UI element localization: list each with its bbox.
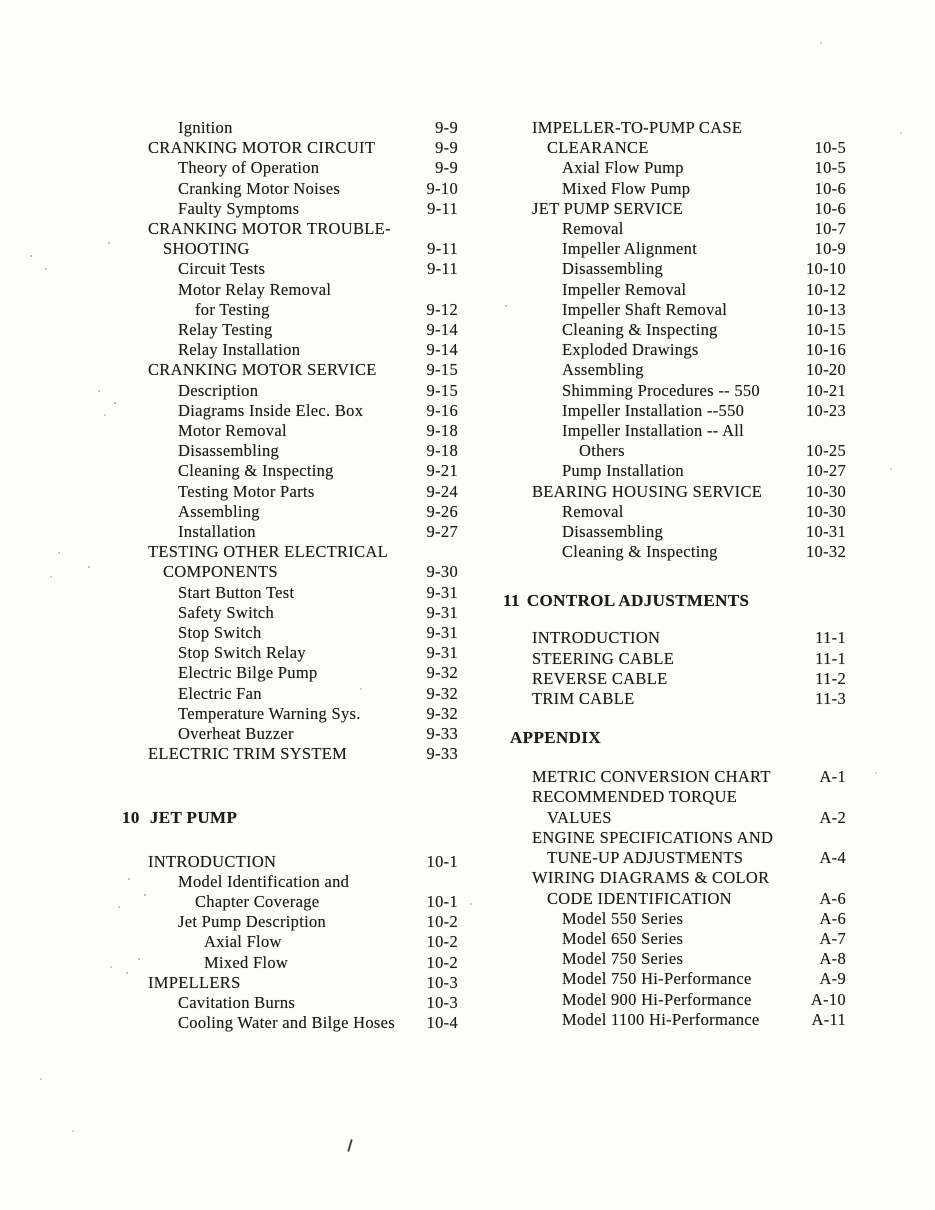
toc-entry — [532, 461, 846, 481]
toc-entry-label: CODE IDENTIFICATION — [547, 888, 732, 908]
toc-entry — [532, 868, 846, 888]
chapter-number: 10 — [122, 807, 140, 827]
toc-entry — [148, 482, 458, 502]
toc-entry — [532, 689, 846, 709]
toc-page-number: 9-26 — [426, 501, 458, 521]
toc-entry-label: Temperature Warning Sys. — [178, 703, 361, 723]
toc-page-number: 9-31 — [426, 623, 458, 643]
toc-entry — [148, 300, 458, 320]
toc-right-column — [503, 118, 846, 1030]
toc-page-number: 10-5 — [814, 138, 846, 158]
toc-page-number: 10-32 — [806, 542, 846, 562]
toc-entry-label: Impeller Installation -- All — [562, 421, 745, 441]
toc-entry-label: INTRODUCTION — [148, 851, 277, 871]
toc-entry-label: Chapter Coverage — [195, 891, 320, 911]
toc-entry — [532, 401, 846, 421]
toc-entry — [148, 603, 458, 623]
toc-page-number: 9-11 — [427, 198, 458, 218]
toc-entry-label: Assembling — [178, 501, 260, 521]
toc-page-number: 9-31 — [426, 602, 458, 622]
toc-entry-label: TUNE-UP ADJUSTMENTS — [547, 848, 744, 868]
toc-page-number: 9-15 — [426, 360, 458, 380]
toc-entry — [148, 360, 458, 380]
toc-entry — [148, 259, 458, 279]
chapter-title: JET PUMP — [149, 807, 238, 827]
toc-entry — [148, 239, 458, 259]
toc-entry-label: Disassembling — [562, 522, 664, 542]
toc-page-number: 9-16 — [426, 400, 458, 420]
toc-page-number: A-2 — [819, 807, 846, 827]
toc-page-number: 9-24 — [426, 481, 458, 501]
toc-entry — [532, 340, 846, 360]
toc-entry-label: Safety Switch — [178, 602, 275, 622]
toc-page-number: 9-14 — [426, 340, 458, 360]
toc-entry-label: Impeller Shaft Removal — [562, 299, 728, 319]
toc-page-number: 9-30 — [426, 562, 458, 582]
toc-page-number: 10-21 — [806, 380, 846, 400]
toc-entry-label: Model Identification and — [178, 871, 350, 891]
toc-entry — [148, 583, 458, 603]
toc-page-number: A-8 — [819, 949, 846, 969]
toc-entry — [532, 199, 846, 219]
toc-page-number: 10-6 — [814, 178, 846, 198]
toc-page-number: 10-15 — [806, 320, 846, 340]
toc-entry-label: Motor Relay Removal — [178, 279, 332, 299]
scan-noise-speckles — [0, 0, 2, 2]
toc-left-column — [122, 118, 458, 1033]
toc-entry-label: CRANKING MOTOR TROUBLE- — [148, 219, 391, 239]
toc-entry-label: Cleaning & Inspecting — [562, 320, 718, 340]
toc-entry-label: Impeller Alignment — [562, 239, 698, 259]
toc-entry — [532, 787, 846, 807]
toc-entry — [148, 912, 458, 932]
toc-page-number: 10-13 — [806, 299, 846, 319]
toc-entry — [532, 300, 846, 320]
toc-page-number: 10-2 — [426, 912, 458, 932]
toc-entry — [148, 219, 458, 239]
toc-page-number: 10-2 — [426, 952, 458, 972]
toc-entry-label: Jet Pump Description — [178, 912, 327, 932]
toc-page-number: 10-3 — [426, 992, 458, 1012]
toc-page-number: 10-16 — [806, 340, 846, 360]
toc-entry-label: Cavitation Burns — [178, 992, 296, 1012]
toc-page-number: 11-1 — [815, 648, 846, 668]
toc-page-number: 10-30 — [806, 501, 846, 521]
toc-entry-label: SHOOTING — [163, 239, 250, 259]
toc-entry-label: ENGINE SPECIFICATIONS AND — [532, 827, 774, 847]
toc-entry-label: Mixed Flow — [204, 952, 289, 972]
toc-page-number: 11-1 — [815, 628, 846, 648]
toc-page-number: A-1 — [819, 767, 846, 787]
toc-entry — [532, 360, 846, 380]
chapter-number: 11 — [503, 591, 520, 611]
toc-entry-label: Faulty Symptoms — [178, 198, 300, 218]
toc-entry-label: BEARING HOUSING SERVICE — [532, 481, 763, 501]
scan-artifact-slash — [347, 1139, 353, 1152]
toc-entry — [532, 522, 846, 542]
toc-entry — [148, 852, 458, 872]
toc-entry-label: Circuit Tests — [178, 259, 266, 279]
toc-entry-label: Stop Switch — [178, 623, 262, 643]
toc-entry — [148, 932, 458, 952]
toc-entry — [148, 461, 458, 481]
toc-entry-label: RECOMMENDED TORQUE — [532, 787, 738, 807]
toc-entry-label: Start Button Test — [178, 582, 295, 602]
toc-page-number: 11-2 — [815, 668, 846, 688]
toc-page-number: 10-1 — [426, 891, 458, 911]
toc-entry-label: Electric Fan — [178, 683, 262, 703]
toc-entry — [148, 663, 458, 683]
toc-entry — [148, 744, 458, 764]
toc-entry-label: Cleaning & Inspecting — [562, 542, 718, 562]
toc-entry — [148, 562, 458, 582]
toc-entry — [148, 158, 458, 178]
toc-page-number: A-6 — [819, 888, 846, 908]
toc-entry-label: Theory of Operation — [178, 158, 320, 178]
toc-entry-label: ELECTRIC TRIM SYSTEM — [148, 744, 348, 764]
toc-entry-label: COMPONENTS — [163, 562, 278, 582]
toc-entry — [532, 949, 846, 969]
toc-entry — [532, 219, 846, 239]
toc-entry — [148, 320, 458, 340]
toc-entry — [532, 280, 846, 300]
toc-entry — [532, 421, 846, 441]
toc-page-number: 9-32 — [426, 683, 458, 703]
toc-page-number: 9-18 — [426, 421, 458, 441]
toc-entry — [532, 502, 846, 522]
toc-entry — [532, 239, 846, 259]
toc-entry-label: WIRING DIAGRAMS & COLOR — [532, 868, 770, 888]
toc-entry-label: Impeller Removal — [562, 279, 687, 299]
toc-entry-label: Overheat Buzzer — [178, 724, 294, 744]
toc-page-number: A-6 — [819, 908, 846, 928]
toc-entry-label: Exploded Drawings — [562, 340, 699, 360]
toc-page-number: 9-21 — [426, 461, 458, 481]
toc-entry — [532, 929, 846, 949]
toc-entry — [532, 441, 846, 461]
toc-entry — [532, 259, 846, 279]
toc-entry — [532, 179, 846, 199]
toc-entry-label: for Testing — [195, 299, 270, 319]
toc-entry-label: Impeller Installation --550 — [562, 400, 745, 420]
chapter-heading — [122, 807, 458, 829]
chapter-title: CONTROL ADJUSTMENTS — [526, 591, 750, 611]
toc-page-number: 9-18 — [426, 441, 458, 461]
toc-entry — [148, 643, 458, 663]
toc-entry-label: Relay Testing — [178, 320, 273, 340]
toc-page-number: 9-9 — [435, 138, 458, 158]
toc-page-number: 10-20 — [806, 360, 846, 380]
toc-entry — [532, 138, 846, 158]
toc-entry-label: JET PUMP SERVICE — [532, 198, 684, 218]
toc-entry — [532, 158, 846, 178]
toc-entry — [148, 993, 458, 1013]
toc-entry — [148, 684, 458, 704]
toc-page-number: 10-4 — [426, 1013, 458, 1033]
toc-entry — [532, 669, 846, 689]
toc-entry — [532, 909, 846, 929]
toc-entry-label: Model 550 Series — [562, 908, 684, 928]
toc-entry — [148, 280, 458, 300]
toc-entry-label: REVERSE CABLE — [532, 668, 668, 688]
toc-entry — [532, 767, 846, 787]
toc-page-number: 10-6 — [814, 198, 846, 218]
toc-entry — [148, 138, 458, 158]
toc-page-number: 9-11 — [427, 259, 458, 279]
toc-entry — [532, 628, 846, 648]
toc-page-number: 9-12 — [426, 299, 458, 319]
toc-entry-label: Installation — [178, 522, 256, 542]
toc-page-number: 9-9 — [435, 118, 458, 137]
toc-entry — [532, 118, 846, 138]
toc-page-number: 10-9 — [814, 239, 846, 259]
toc-entry-label: Ignition — [178, 118, 233, 137]
toc-entry — [148, 892, 458, 912]
toc-entry — [148, 623, 458, 643]
toc-entry-label: Axial Flow Pump — [562, 158, 684, 178]
toc-entry — [148, 1013, 458, 1033]
toc-page-number: 10-10 — [806, 259, 846, 279]
toc-page-number: 9-32 — [426, 703, 458, 723]
toc-entry — [532, 848, 846, 868]
toc-page-number: 10-3 — [426, 972, 458, 992]
toc-page-number: 10-12 — [806, 279, 846, 299]
toc-entry — [148, 704, 458, 724]
toc-page-number: 10-31 — [806, 522, 846, 542]
toc-entry — [148, 179, 458, 199]
toc-entry — [532, 542, 846, 562]
toc-entry — [532, 990, 846, 1010]
toc-entry-label: Diagrams Inside Elec. Box — [178, 400, 364, 420]
toc-page-number: A-10 — [810, 989, 846, 1009]
toc-page-number: 9-14 — [426, 320, 458, 340]
toc-page-number: 9-33 — [426, 724, 458, 744]
toc-entry — [148, 421, 458, 441]
toc-entry-label: Model 750 Hi-Performance — [562, 969, 752, 989]
toc-entry-label: Cleaning & Inspecting — [178, 461, 334, 481]
toc-entry-label: Cranking Motor Noises — [178, 178, 341, 198]
toc-entry-label: Assembling — [562, 360, 644, 380]
toc-page-number: 10-1 — [426, 851, 458, 871]
toc-entry-label: Model 750 Series — [562, 949, 684, 969]
toc-page-number: 10-5 — [814, 158, 846, 178]
chapter-heading — [503, 590, 846, 612]
toc-page-number: 9-11 — [427, 239, 458, 259]
toc-page-number: A-9 — [819, 969, 846, 989]
toc-entry-label: Disassembling — [562, 259, 664, 279]
toc-entry — [148, 441, 458, 461]
toc-page-number: 10-27 — [806, 461, 846, 481]
toc-entry — [148, 199, 458, 219]
toc-entry-label: Cooling Water and Bilge Hoses — [178, 1013, 395, 1033]
toc-entry-label: Relay Installation — [178, 340, 301, 360]
toc-entry — [148, 381, 458, 401]
toc-page-number: 9-15 — [426, 380, 458, 400]
toc-entry-label: Others — [579, 441, 625, 461]
toc-page-number: 10-30 — [806, 481, 846, 501]
toc-entry-label: Model 900 Hi-Performance — [562, 989, 752, 1009]
toc-entry-label: CRANKING MOTOR CIRCUIT — [148, 138, 376, 158]
toc-entry-label: IMPELLER-TO-PUMP CASE — [532, 118, 743, 137]
toc-entry — [532, 969, 846, 989]
toc-entry-label: Axial Flow — [204, 932, 282, 952]
toc-entry-label: Disassembling — [178, 441, 280, 461]
toc-entry — [532, 649, 846, 669]
toc-entry-label: STEERING CABLE — [532, 648, 675, 668]
toc-entry — [148, 953, 458, 973]
toc-page-number: 9-9 — [435, 158, 458, 178]
toc-entry-label: Pump Installation — [562, 461, 684, 481]
toc-entry-label: Description — [178, 380, 259, 400]
toc-entry — [532, 828, 846, 848]
toc-entry — [532, 889, 846, 909]
toc-entry-label: Shimming Procedures -- 550 — [562, 380, 760, 400]
toc-page-number: 9-31 — [426, 582, 458, 602]
toc-entry-label: Model 650 Series — [562, 928, 684, 948]
toc-entry — [532, 1010, 846, 1030]
toc-entry — [532, 808, 846, 828]
toc-entry — [148, 522, 458, 542]
toc-page-number: 9-33 — [426, 744, 458, 764]
toc-entry-label: Model 1100 Hi-Performance — [562, 1009, 760, 1029]
chapter-heading — [510, 727, 846, 749]
toc-entry-label: CLEARANCE — [547, 138, 649, 158]
toc-page-number: A-4 — [819, 848, 846, 868]
toc-page-number: 10-2 — [426, 932, 458, 952]
toc-entry-label: Mixed Flow Pump — [562, 178, 691, 198]
toc-entry — [148, 118, 458, 138]
toc-entry — [148, 502, 458, 522]
toc-entry — [148, 340, 458, 360]
toc-page-number: A-7 — [819, 928, 846, 948]
toc-entry — [148, 542, 458, 562]
toc-page-number: 11-3 — [815, 689, 846, 709]
toc-entry — [532, 320, 846, 340]
toc-entry-label: TESTING OTHER ELECTRICAL — [148, 542, 389, 562]
toc-entry-label: Stop Switch Relay — [178, 643, 306, 663]
toc-page-number: 9-31 — [426, 643, 458, 663]
toc-page-number: 9-32 — [426, 663, 458, 683]
toc-page-number: 9-10 — [426, 178, 458, 198]
toc-entry — [148, 724, 458, 744]
toc-entry-label: VALUES — [547, 807, 612, 827]
toc-entry — [148, 973, 458, 993]
toc-entry-label: Removal — [562, 219, 624, 239]
toc-entry-label: TRIM CABLE — [532, 689, 635, 709]
toc-entry-label: CRANKING MOTOR SERVICE — [148, 360, 377, 380]
toc-page-number: A-11 — [811, 1009, 846, 1029]
toc-entry — [532, 482, 846, 502]
toc-entry-label: IMPELLERS — [148, 972, 241, 992]
toc-entry — [148, 401, 458, 421]
toc-entry-label: Testing Motor Parts — [178, 481, 315, 501]
toc-entry-label: INTRODUCTION — [532, 628, 661, 648]
toc-entry-label: Removal — [562, 501, 624, 521]
toc-entry-label: METRIC CONVERSION CHART — [532, 767, 771, 787]
toc-entry-label: Electric Bilge Pump — [178, 663, 318, 683]
toc-entry — [532, 381, 846, 401]
toc-page-number: 10-25 — [806, 441, 846, 461]
toc-page-number: 9-27 — [426, 522, 458, 542]
chapter-title: APPENDIX — [510, 728, 602, 748]
toc-entry-label: Motor Removal — [178, 421, 287, 441]
toc-page-number: 10-23 — [806, 400, 846, 420]
toc-entry — [148, 872, 458, 892]
toc-page-number: 10-7 — [814, 219, 846, 239]
